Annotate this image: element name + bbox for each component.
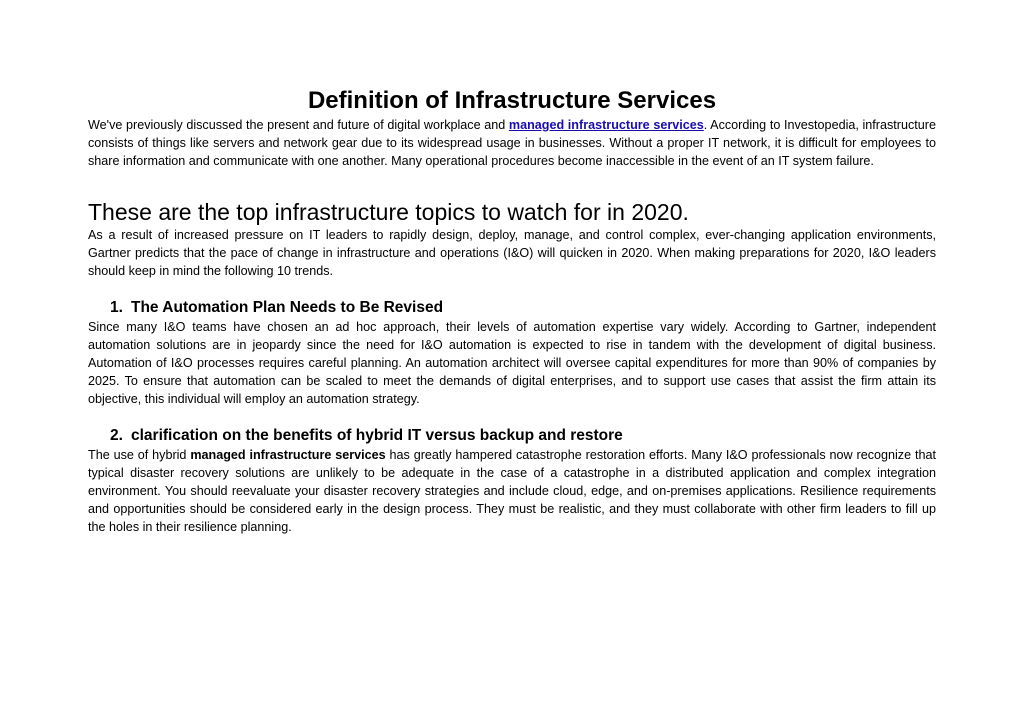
list-item-heading-text: clarification on the benefits of hybrid IT versus backup and restore [131,427,623,444]
document-page [88,86,936,536]
section-subtitle: These are the top infrastructure topics to watch for in 2020. [88,199,689,225]
list-item-heading-text: The Automation Plan Needs to Be Revised [131,299,444,316]
item-2-paragraph [88,446,936,536]
intro-paragraph [88,116,936,170]
item-2-text-before: The use of hybrid [88,448,191,462]
intro-text-before: We've previously discussed the present and future of digital workplace and [88,118,509,132]
list-item-heading-1 [88,298,936,318]
managed-infrastructure-services-link[interactable]: managed infrastructure services [508,118,704,132]
page-title: Definition of Infrastructure Services [307,87,717,114]
item-1-paragraph: Since many I&O teams have chosen an ad hoc approach, their levels of automation expertise vary widely. According to Gartner, independent automation solutions are in jeopardy since the need for I&O automation is expected to rise in tandem with the development of digital business. Automation of I&O processes requires careful planning. An automation architect will oversee capital expenditures for more than 90% of companies by 2025. To ensure that automation can be scaled to meet the demands of digital enterprises, and to support use cases that assist the firm attain its objective, this individual will employ an automation strategy. [88,320,936,406]
managed-infrastructure-services-bold: managed infrastructure services [190,448,386,462]
item-2-text-after: has greatly hampered catastrophe restoration efforts. Many I&O professionals now recognize that typical disaster recovery solutions are unlikely to be adequate in the case of a catastrophe in a distributed application and complex integration environment. You should reevaluate your disaster recovery strategies and include cloud, edge, and on-premises applications. Resilience requirements and opportunities should be considered early in the design process. They must be realistic, and they must collaborate with other firm leaders to fill up the holes in their resilience planning. [88,448,936,534]
overview-paragraph: As a result of increased pressure on IT leaders to rapidly design, deploy, manage, and control complex, ever-changing application environments, Gartner predicts that the pace of change in infrastructure and operations (I&O) will quicken in 2020. When making preparations for 2020, I&O leaders should keep in mind the following 10 trends. [88,228,936,278]
list-item-heading-2 [88,426,936,446]
list-item-number: 1. [110,299,123,316]
list-item-number: 2. [110,427,123,444]
intro-text-after: . According to Investopedia, infrastructure consists of things like servers and network gear due to its widespread usage in businesses. Without a proper IT network, it is difficult for employees to share information and communicate with one another. Many operational procedures become inaccessible in the event of an IT system failure. [88,118,936,168]
